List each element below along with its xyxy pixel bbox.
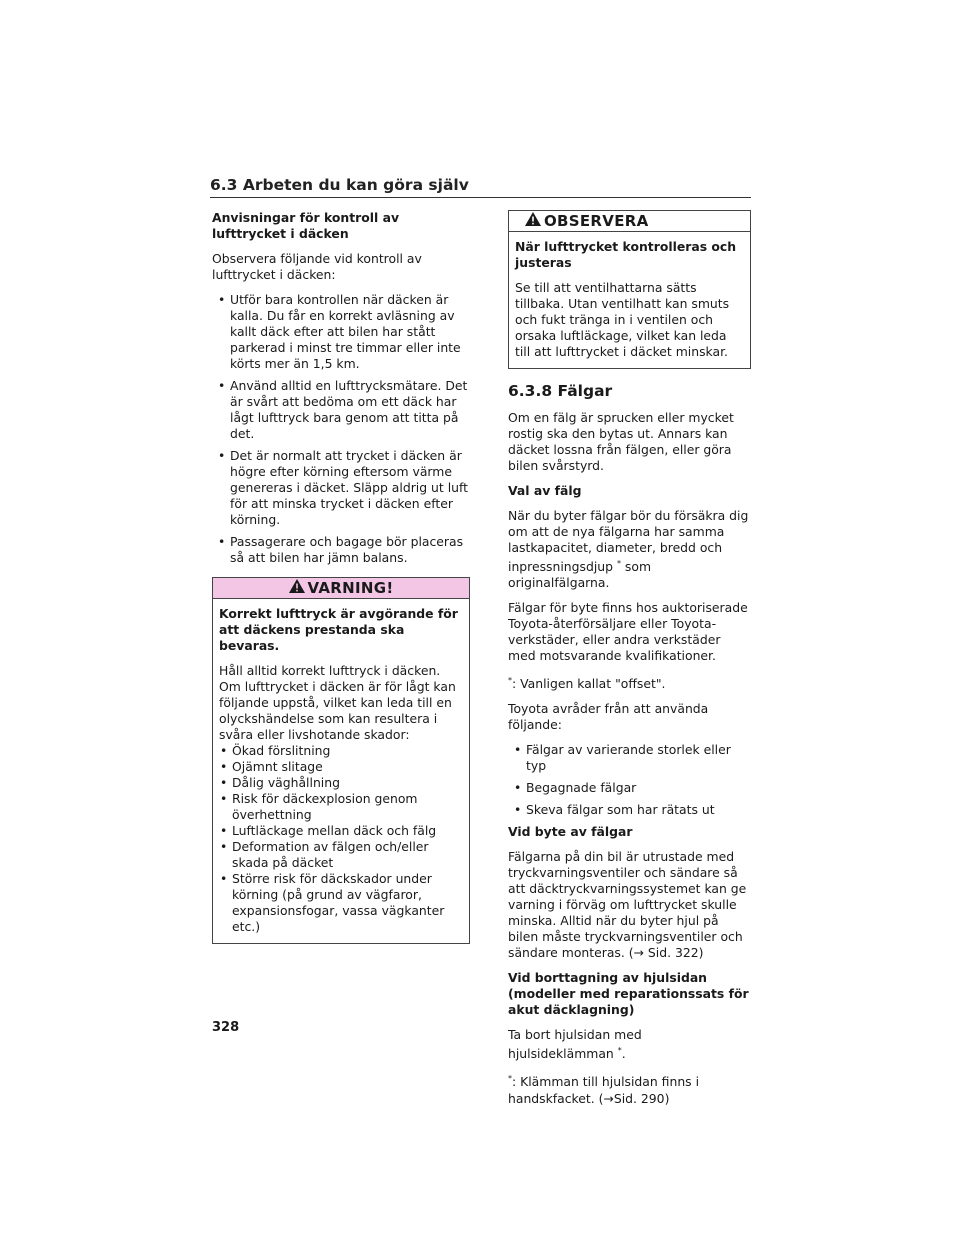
list-item: • Använd alltid en lufttrycksmätare. Det är svårt att bedöma om ett däck har lågt lufttryck bara genom att titta på det.	[212, 378, 470, 442]
list-item: • Utför bara kontrollen när däcken är kalla. Du får en korrekt avläsning av kallt däck efter att bilen har stått parkerad i minst tre timmar eller inte körts mer än 1,5 km.	[212, 292, 470, 372]
paragraph-text: .	[621, 1046, 626, 1062]
list-item: • Dålig väghållning	[219, 775, 463, 791]
footnote-marker: *	[617, 1046, 622, 1056]
paragraph: Toyota avråder från att använda följande:	[508, 701, 709, 733]
section-title: 6.3.8 Fälgar	[508, 382, 613, 400]
footnote-marker: *	[508, 676, 512, 686]
section-header: 6.3 Arbeten du kan göra själv	[210, 176, 751, 198]
warning-list	[219, 743, 463, 935]
left-column	[212, 210, 470, 958]
list-item: • Luftläckage mellan däck och fälg	[219, 823, 463, 839]
notice-header	[509, 211, 750, 232]
footnote-text: : Klämman till hjulsidan finns i handskfacket. (→Sid. 290)	[508, 1074, 700, 1106]
warning-icon	[289, 579, 305, 597]
notice-text: Se till att ventilhattarna sätts tillbaka. Utan ventilhatt kan smuts och fukt tränga in i ventilen och orsaka luftläckage, vilket kan leda till att lufttrycket i däcket minskar.	[515, 280, 730, 359]
left-intro: Observera följande vid kontroll av lufttrycket i däcken:	[212, 251, 422, 282]
footnote-marker: *	[616, 559, 621, 568]
paragraph: Fälgarna på din bil är utrustade med tryckvarningsventiler och sändare så att däcktryckvarningssystemet kan ge varning i förväg om lufttrycket skulle minska. Alltid när du byter hjul på bilen måste tryckvarningsventiler och sändare monteras. (→ Sid. 322)	[508, 849, 747, 961]
list-item: • Begagnade fälgar	[508, 780, 751, 796]
paragraph	[508, 508, 751, 591]
paragraph: Fälgar för byte finns hos auktoriserade Toyota-återförsäljare eller Toyota-verkstäder, eller andra verkstäder med motsvarande kvalifikationer.	[508, 600, 748, 664]
list-item: • Det är normalt att trycket i däcken är högre efter körning eftersom värme genereras i däcket. Släpp aldrig ut luft för att minska trycket i däcken efter körning.	[212, 448, 470, 528]
warning-header	[213, 578, 469, 599]
paragraph: Om en fälg är sprucken eller mycket rostig ska den bytas ut. Annars kan däcket lossna från fälgen, eller göra bilen svårstyrd.	[508, 410, 734, 473]
footnote	[508, 673, 751, 692]
paragraph-text: Ta bort hjulsidan med hjulsideklämman	[508, 1027, 642, 1062]
avoid-list	[508, 742, 751, 818]
check-list	[212, 292, 470, 566]
list-item: • Skeva fälgar som har rätats ut	[508, 802, 751, 818]
footnote	[508, 1071, 751, 1106]
list-item: • Större risk för däckskador under körning (på grund av vägfaror, expansionsfogar, vassa vägkanter etc.)	[219, 871, 463, 935]
right-column	[508, 210, 751, 1116]
list-item: • Passagerare och bagage bör placeras så att bilen har jämn balans.	[212, 534, 470, 566]
warning-subtitle: Korrekt lufttryck är avgörande för att däckens prestanda ska bevaras.	[219, 606, 458, 653]
paragraph	[508, 1027, 751, 1062]
notice-icon	[525, 212, 541, 230]
subheading-val: Val av fälg	[508, 483, 582, 498]
list-item: • Ojämnt slitage	[219, 759, 463, 775]
subheading-borttagning: Vid borttagning av hjulsidan (modeller med reparationssats för akut däcklagning)	[508, 970, 749, 1018]
list-item: • Deformation av fälgen och/eller skada på däcket	[219, 839, 463, 871]
warning-box	[212, 577, 470, 944]
notice-subtitle: När lufttrycket kontrolleras och justeras	[515, 239, 737, 270]
list-item: • Fälgar av varierande storlek eller typ	[508, 742, 751, 774]
list-item: • Ökad förslitning	[219, 743, 463, 759]
list-item: • Risk för däckexplosion genom överhettning	[219, 791, 463, 823]
subheading-byte: Vid byte av fälgar	[508, 824, 633, 840]
page-number: 328	[212, 1020, 240, 1035]
warning-text: Håll alltid korrekt lufttryck i däcken. Om lufttrycket i däcken är för lågt kan följande uppstå, vilket kan leda till en olyckshändelse som kan resultera i svåra eller livshotande skador:	[219, 663, 456, 742]
paragraph-text: som originalfälgarna.	[508, 559, 652, 591]
footnote-marker: *	[508, 1074, 512, 1084]
notice-box	[508, 210, 751, 369]
notice-title: OBSERVERA	[544, 212, 649, 230]
paragraph-text: När du byter fälgar bör du försäkra dig om att de nya fälgarna har samma lastkapacitet, diameter, bredd och inpressningsdjup	[508, 508, 749, 575]
left-heading: Anvisningar för kontroll av lufttrycket i däcken	[212, 210, 400, 241]
warning-title: VARNING!	[307, 579, 394, 597]
footnote-text: : Vanligen kallat "offset".	[512, 676, 666, 692]
